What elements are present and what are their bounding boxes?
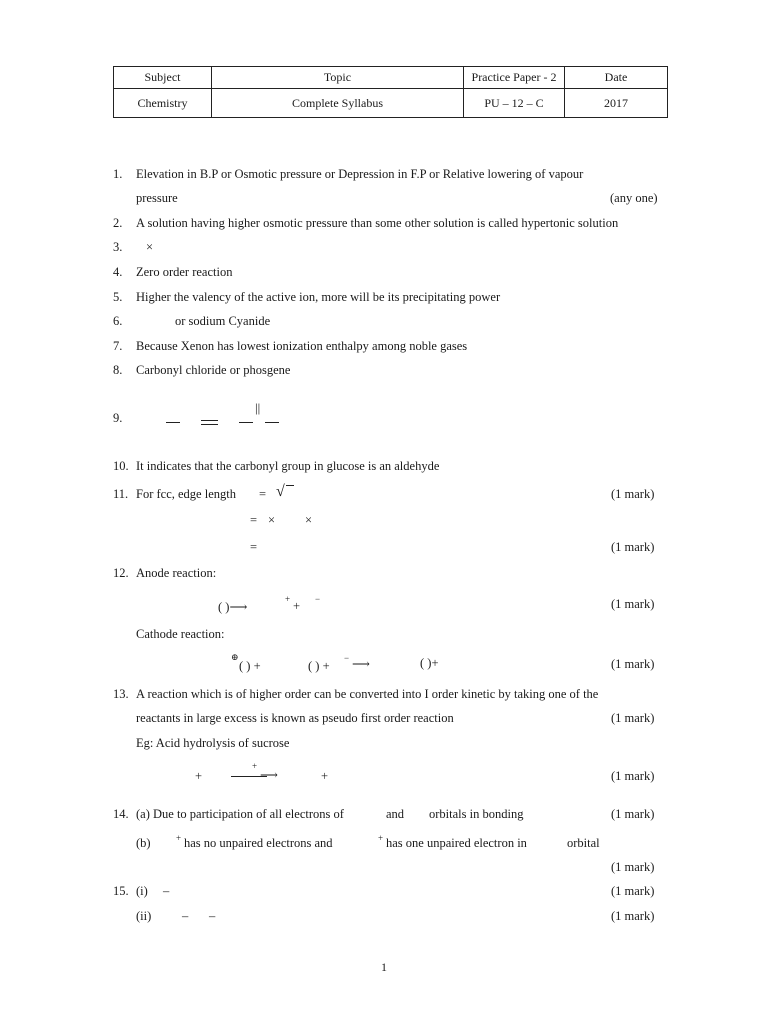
q12-mark-anode: (1 mark) xyxy=(611,597,655,611)
q4-number: 4. xyxy=(113,265,123,279)
q11-line2-equals: = xyxy=(250,513,258,527)
q12-anode-plus: + xyxy=(293,599,301,613)
q9-number: 9. xyxy=(113,411,123,425)
q2-number: 2. xyxy=(113,216,123,230)
q12-anode-electron-minus: − xyxy=(315,594,321,604)
q11-equals: = xyxy=(259,487,267,501)
q12-cathode-circle-plus: ⊕ xyxy=(231,652,239,662)
q14-a-and: and xyxy=(386,807,405,821)
q2-text: A solution having higher osmotic pressure than some other solution is called hypertonic solution xyxy=(136,216,619,230)
header-row xyxy=(114,67,668,89)
q7-text: Because Xenon has lowest ionization enthalpy among noble gases xyxy=(136,339,468,353)
q9-double-vertical-bond: || xyxy=(255,400,261,415)
q15-i-label: (i) xyxy=(136,884,148,898)
q14-mark-b: (1 mark) xyxy=(611,860,655,874)
q13-line1: A reaction which is of higher order can be converted into I order kinetic by taking one of the xyxy=(136,687,599,701)
q13-plus-1: + xyxy=(195,769,203,783)
q9-bond-right xyxy=(265,422,279,423)
q14-b-text-2: has one unpaired electron in xyxy=(386,836,527,850)
q12-anode-equation: ( )⟶ xyxy=(218,600,248,614)
q15-number: 15. xyxy=(113,884,129,898)
q11-line2-times-1: × xyxy=(268,513,276,527)
q14-mark-a: (1 mark) xyxy=(611,807,655,821)
header-table xyxy=(113,66,668,118)
q14-b-plus-2: + xyxy=(378,833,384,843)
q5-text: Higher the valency of the active ion, more will be its precipitating power xyxy=(136,290,501,304)
value-topic: Complete Syllabus xyxy=(212,89,464,118)
q12-cathode-term-1: ( ) + xyxy=(239,659,261,673)
q15-ii-dash-2: – xyxy=(209,909,216,923)
q11-sqrt-bar xyxy=(286,485,294,486)
q13-arrow-head: ⟶ xyxy=(260,768,278,782)
q10-number: 10. xyxy=(113,459,129,473)
q12-cathode-term-2: ( ) + xyxy=(308,659,330,673)
value-date: 2017 xyxy=(565,89,668,118)
q11-mark-1: (1 mark) xyxy=(611,487,655,501)
q13-mark-2: (1 mark) xyxy=(611,769,655,783)
q13-example: Eg: Acid hydrolysis of sucrose xyxy=(136,736,290,750)
q13-plus-2: + xyxy=(321,769,329,783)
q11-text: For fcc, edge length xyxy=(136,487,236,501)
header-cell-paper: Practice Paper - 2 xyxy=(464,67,565,89)
q9-double-bond-top xyxy=(201,420,218,421)
q11-number: 11. xyxy=(113,487,129,501)
q12-anode-label: Anode reaction: xyxy=(136,566,217,580)
values-row xyxy=(114,89,668,118)
q14-b-tail: orbital xyxy=(567,836,600,850)
page-number: 1 xyxy=(381,960,387,974)
q15-mark-i: (1 mark) xyxy=(611,884,655,898)
q12-number: 12. xyxy=(113,566,129,580)
q9-bond-left xyxy=(239,422,253,423)
q1-line1: Elevation in B.P or Osmotic pressure or Depression in F.P or Relative lowering of vapour xyxy=(136,167,584,181)
q4-text: Zero order reaction xyxy=(136,265,233,279)
q12-cathode-electron-minus: − xyxy=(344,653,350,663)
q15-ii-label: (ii) xyxy=(136,909,152,923)
q6-text: or sodium Cyanide xyxy=(175,314,271,328)
q14-a-text: (a) Due to participation of all electrons of xyxy=(136,807,344,821)
q14-b-label: (b) xyxy=(136,836,151,850)
q7-number: 7. xyxy=(113,339,123,353)
q15-i-dash: – xyxy=(163,884,170,898)
q3-times: × xyxy=(146,240,154,254)
q8-number: 8. xyxy=(113,363,123,377)
q11-sqrt-symbol: √ xyxy=(276,483,285,500)
q1-line2: pressure xyxy=(136,191,178,205)
q11-line2-times-2: × xyxy=(305,513,313,527)
q3-number: 3. xyxy=(113,240,123,254)
q13-number: 13. xyxy=(113,687,129,701)
q12-anode-plus-superscript: + xyxy=(285,594,291,604)
value-paper: PU – 12 – C xyxy=(464,89,565,118)
q15-ii-dash-1: – xyxy=(182,909,189,923)
q6-number: 6. xyxy=(113,314,123,328)
q13-catalyst-h-plus: + xyxy=(252,761,258,771)
header-cell-date: Date xyxy=(565,67,668,89)
q11-line3-equals: = xyxy=(250,540,258,554)
q1-number: 1. xyxy=(113,167,123,181)
q13-mark-1: (1 mark) xyxy=(611,711,655,725)
value-subject: Chemistry xyxy=(114,89,212,118)
header-cell-subject: Subject xyxy=(114,67,212,89)
q13-line2: reactants in large excess is known as pseudo first order reaction xyxy=(136,711,454,725)
q9-double-bond-bottom xyxy=(201,424,218,425)
q12-mark-cathode: (1 mark) xyxy=(611,657,655,671)
q12-cathode-product: ( )+ xyxy=(420,656,439,670)
header-cell-topic: Topic xyxy=(212,67,464,89)
q8-text: Carbonyl chloride or phosgene xyxy=(136,363,291,377)
q9-single-bond xyxy=(166,422,180,423)
q12-cathode-arrow: ⟶ xyxy=(352,657,370,671)
q11-mark-2: (1 mark) xyxy=(611,540,655,554)
q15-mark-ii: (1 mark) xyxy=(611,909,655,923)
q14-b-plus-1: + xyxy=(176,833,182,843)
q14-a-tail: orbitals in bonding xyxy=(429,807,524,821)
q5-number: 5. xyxy=(113,290,123,304)
q14-b-text-1: has no unpaired electrons and xyxy=(184,836,333,850)
q14-number: 14. xyxy=(113,807,129,821)
q12-cathode-label: Cathode reaction: xyxy=(136,627,225,641)
q10-text: It indicates that the carbonyl group in glucose is an aldehyde xyxy=(136,459,440,473)
q1-note: (any one) xyxy=(610,191,658,205)
